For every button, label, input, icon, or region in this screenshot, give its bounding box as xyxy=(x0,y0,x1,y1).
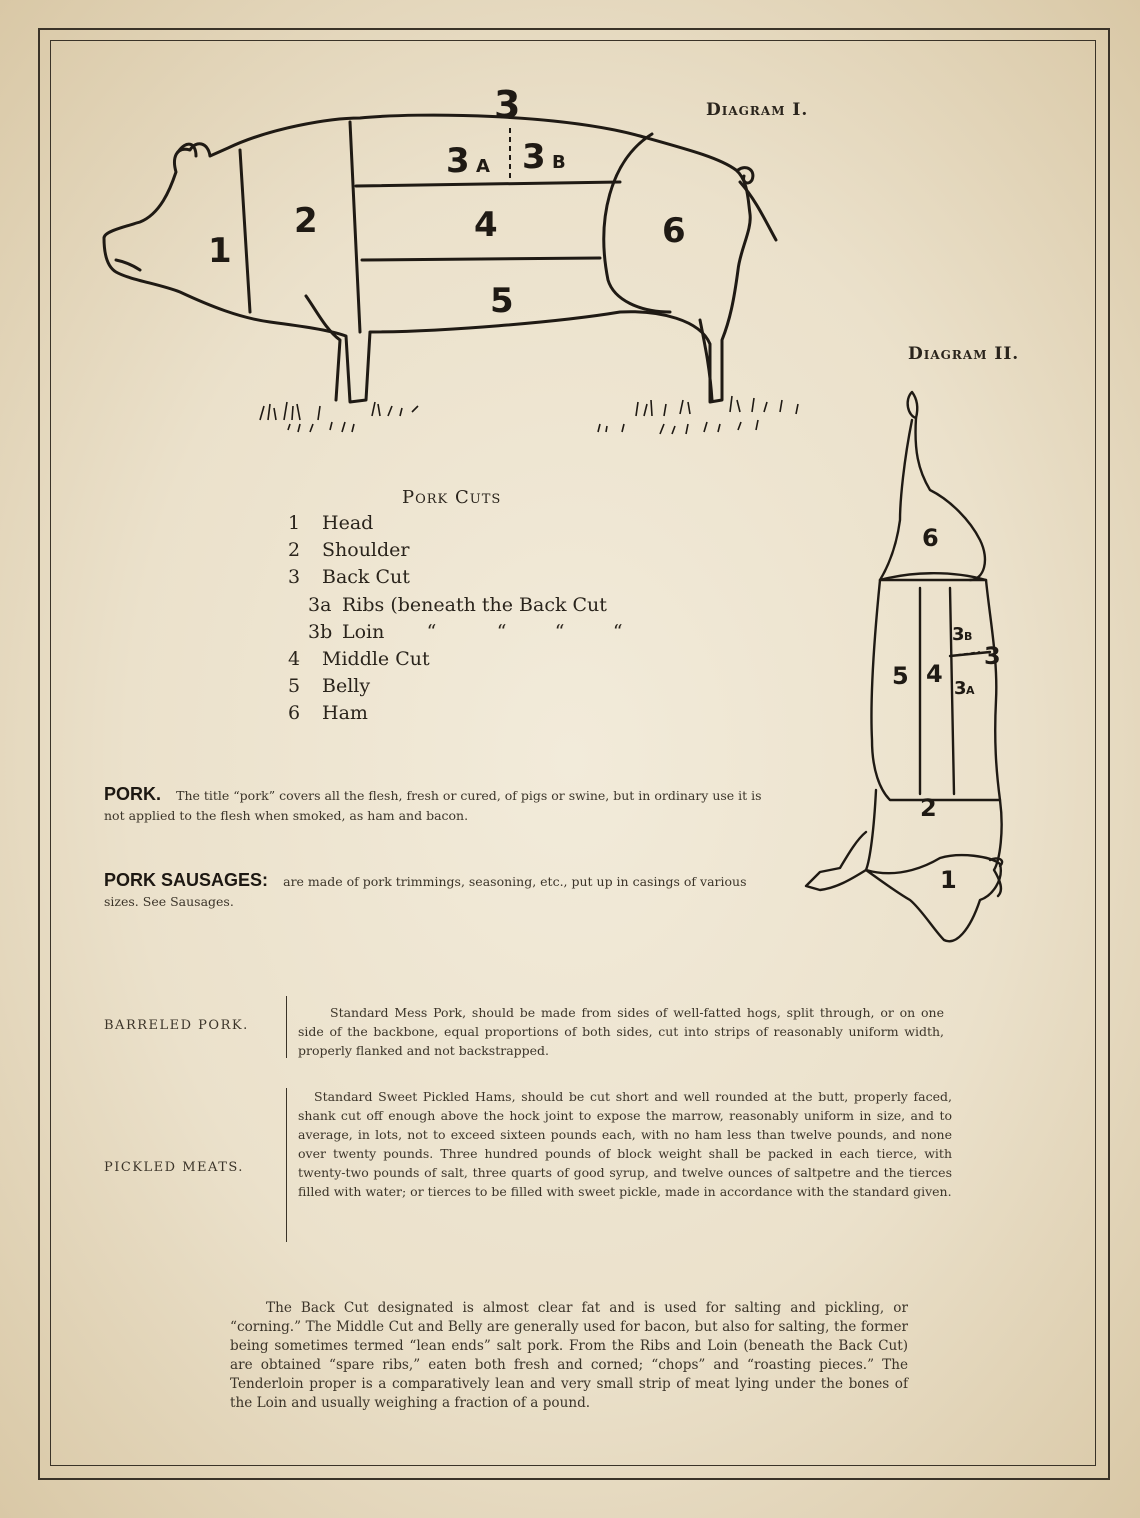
diagram-1-label: Diagram I. xyxy=(706,100,809,120)
pork-text: The title “pork” covers all the flesh, fresh or cured, of pigs or swine, but in ordinary use it is not applied to the flesh when smoked, as ham and bacon. xyxy=(104,788,762,823)
barreled-pork-text: Standard Mess Pork, should be made from sides of well-fatted hogs, split through, or on one side of the backbone, equal proportions of both sides, cut into strips of reasonably uniform width, properly flanked and not backstrapped. xyxy=(298,1005,944,1058)
cut-number: 5 xyxy=(288,675,301,697)
cut-label: Back Cut xyxy=(322,566,410,588)
cut-label: Loin “ “ “ “ xyxy=(342,621,623,643)
pork-heading: PORK. xyxy=(104,784,162,804)
cut-number: 6 xyxy=(288,702,301,724)
cut-item xyxy=(288,512,373,534)
carcass-label-3: 3 xyxy=(984,642,1001,670)
pig-label-5: 5 xyxy=(490,281,514,321)
pickled-meats-brace xyxy=(286,1088,287,1242)
carcass-label-3a-letter: A xyxy=(966,684,975,697)
carcass-label-3b-letter: B xyxy=(964,630,973,643)
cut-item xyxy=(308,594,607,616)
cut-item xyxy=(288,566,410,588)
carcass-label-5: 5 xyxy=(892,662,909,690)
carcass-label-3a-num: 3 xyxy=(954,678,967,699)
pork-sausages-definition xyxy=(104,870,780,911)
cut-number: 3b xyxy=(308,621,333,643)
cut-item xyxy=(288,675,370,697)
cut-label: Belly xyxy=(322,675,371,697)
carcass-label-6: 6 xyxy=(922,524,939,552)
cut-label: Ribs (beneath the Back Cut xyxy=(342,594,607,616)
cut-item xyxy=(288,648,430,670)
cut-number: 1 xyxy=(288,512,301,534)
pork-definition xyxy=(104,784,776,825)
cut-item xyxy=(308,621,623,643)
pickled-meats-text: Standard Sweet Pickled Hams, should be cut short and well rounded at the butt, properly faced, shank cut off enough above the hock joint to expose the marrow, reasonably uniform in size, and to average, in lots, not to exceed sixteen pounds each, with no ham less than twelve pounds, and none over twenty pounds. Three hundred pounds of block weight shall be packed in each tierce, with twenty-two pounds of salt, three quarts of good syrup, and twelve ounces of saltpetre and the tierces filled with water; or tierces to be filled with sweet pickle, made in accordance with the standard given. xyxy=(298,1089,952,1199)
cut-label: Head xyxy=(322,512,374,534)
pig-label-3b-letter: B xyxy=(552,152,566,173)
pig-label-1: 1 xyxy=(208,231,232,271)
pork-cuts-title: Pork Cuts xyxy=(402,487,502,508)
pig-label-3: 3 xyxy=(494,83,521,127)
cut-label: Ham xyxy=(322,702,368,724)
pig-label-4: 4 xyxy=(474,205,498,245)
pig-label-3a-letter: A xyxy=(476,156,490,177)
pickled-meats-label: PICKLED MEATS. xyxy=(104,1160,244,1175)
cut-number: 2 xyxy=(288,539,301,561)
cut-number: 3 xyxy=(288,566,301,588)
diagram-2-label: Diagram II. xyxy=(908,344,1020,364)
pig-label-6: 6 xyxy=(662,211,686,251)
cut-item xyxy=(288,702,368,724)
pig-label-2: 2 xyxy=(294,201,318,241)
pig-label-3b-num: 3 xyxy=(522,137,546,177)
back-cut-note: The Back Cut designated is almost clear fat and is used for salting and pickling, or “corning.” The Middle Cut and Belly are generally used for bacon, but also for salting, the former being sometimes termed “lean ends” salt pork. From the Ribs and Loin (beneath the Back Cut) are obtained “spare ribs,” eaten both fresh and corned; “chops” and “roasting pieces.” The Tenderloin proper is a comparatively lean and very small strip of meat lying under the bones of the Loin and usually weighing a fraction of a pound. xyxy=(230,1300,908,1411)
cut-number: 4 xyxy=(288,648,301,670)
pork-sausages-heading: PORK SAUSAGES: xyxy=(104,870,269,890)
barreled-pork-brace xyxy=(286,996,287,1058)
cut-number: 3a xyxy=(308,594,332,616)
cut-label: Shoulder xyxy=(322,539,410,561)
pig-label-3a-num: 3 xyxy=(446,141,470,181)
carcass-label-2: 2 xyxy=(920,794,937,822)
barreled-pork-label: BARRELED PORK. xyxy=(104,1018,249,1033)
cut-label: Middle Cut xyxy=(322,648,430,670)
carcass-label-4: 4 xyxy=(926,660,943,688)
cut-item xyxy=(288,539,410,561)
pork-sausages-text: are made of pork trimmings, seasoning, etc., put up in casings of various sizes. See Sausages. xyxy=(104,874,747,909)
carcass-label-3b-num: 3 xyxy=(952,624,965,645)
carcass-label-1: 1 xyxy=(940,866,957,894)
